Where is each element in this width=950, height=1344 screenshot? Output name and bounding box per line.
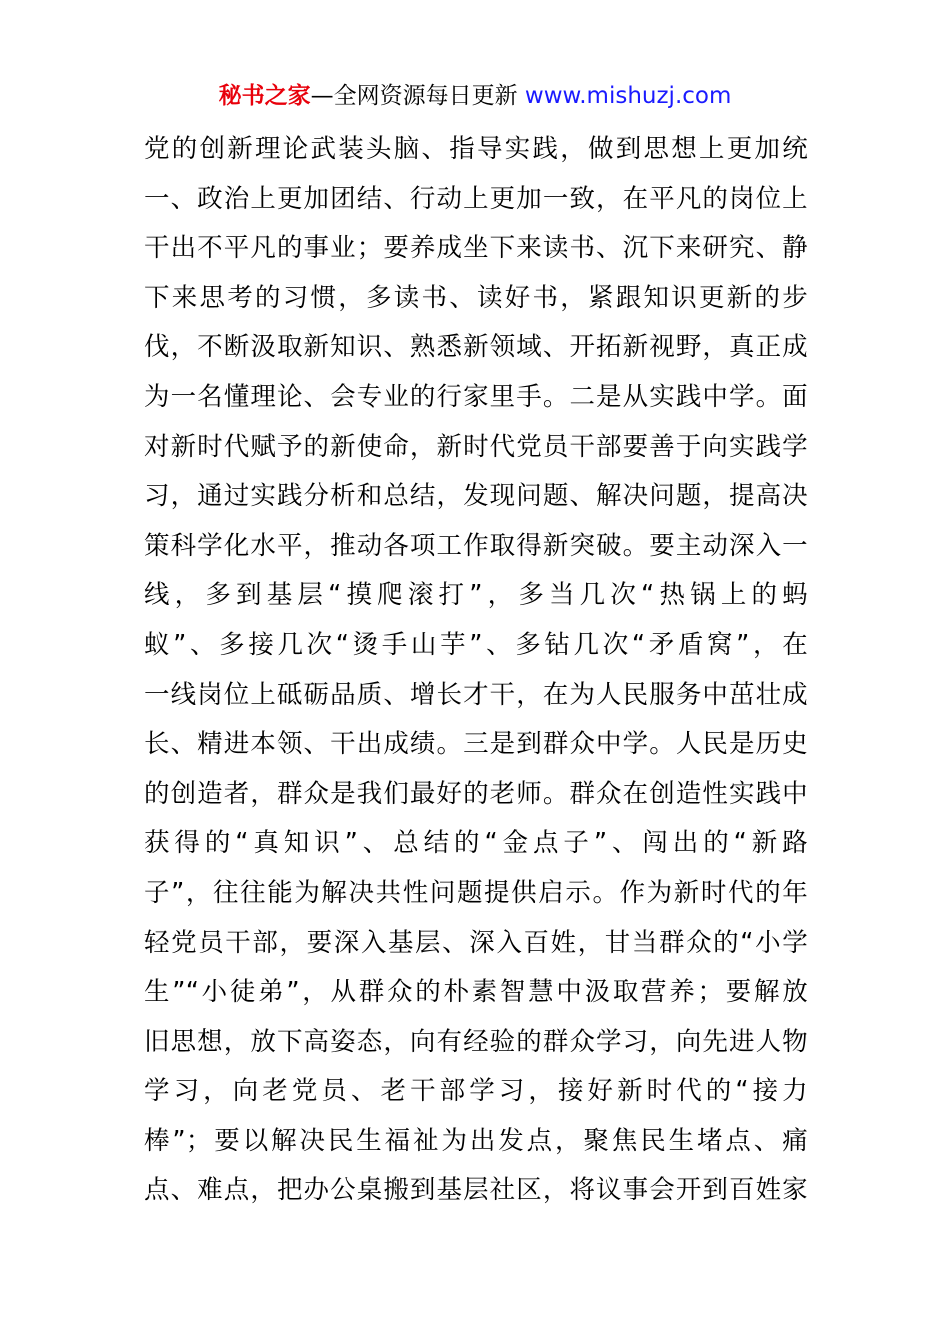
text-line: 线，多到基层“摸爬滚打”，多当几次“热锅上的蚂 (144, 580, 808, 611)
text-line: 棒”；要以解决民生福祉为出发点，聚焦民生堵点、痛 (144, 1125, 808, 1156)
text-line: 子”，往往能为解决共性问题提供启示。作为新时代的年 (144, 877, 808, 908)
text-line: 干出不平凡的事业；要养成坐下来读书、沉下来研究、静 (144, 233, 808, 264)
text-line: 一、政治上更加团结、行动上更加一致，在平凡的岗位上 (144, 183, 808, 214)
text-line: 为一名懂理论、会专业的行家里手。二是从实践中学。面 (144, 381, 808, 412)
text-line: 获得的“真知识”、总结的“金点子”、闯出的“新路 (144, 828, 808, 859)
text-line: 伐，不断汲取新知识、熟悉新领域、开拓新视野，真正成 (144, 332, 808, 363)
text-line: 习，通过实践分析和总结，发现问题、解决问题，提高决 (144, 481, 808, 512)
text-line: 对新时代赋予的新使命，新时代党员干部要善于向实践学 (144, 431, 808, 462)
text-line: 策科学化水平，推动各项工作取得新突破。要主动深入一 (144, 530, 808, 561)
text-line: 蚁”、多接几次“烫手山芋”、多钻几次“矛盾窝”，在 (144, 629, 808, 660)
text-line: 下来思考的习惯，多读书、读好书，紧跟知识更新的步 (144, 282, 808, 313)
article-body (144, 125, 808, 1216)
text-line: 一线岗位上砥砺品质、增长才干，在为人民服务中茁壮成 (144, 679, 808, 710)
text-line: 长、精进本领、干出成绩。三是到群众中学。人民是历史 (144, 729, 808, 760)
text-line: 轻党员干部，要深入基层、深入百姓，甘当群众的“小学 (144, 927, 808, 958)
text-line: 的创造者，群众是我们最好的老师。群众在创造性实践中 (144, 778, 808, 809)
site-url-link[interactable]: www.mishuzj.com (524, 83, 732, 109)
header-tagline: —全网资源每日更新 (310, 83, 518, 109)
text-line: 党的创新理论武装头脑、指导实践，做到思想上更加统 (144, 134, 808, 164)
page-header (0, 80, 950, 112)
brand-name: 秘书之家 (218, 83, 311, 109)
text-line: 旧思想，放下高姿态，向有经验的群众学习，向先进人物 (144, 1026, 808, 1057)
text-line: 学习，向老党员、老干部学习，接好新时代的“接力 (144, 1076, 808, 1107)
text-line: 生”“小徒弟”，从群众的朴素智慧中汲取营养；要解放 (144, 977, 808, 1008)
text-line: 点、难点，把办公桌搬到基层社区，将议事会开到百姓家 (144, 1175, 808, 1206)
